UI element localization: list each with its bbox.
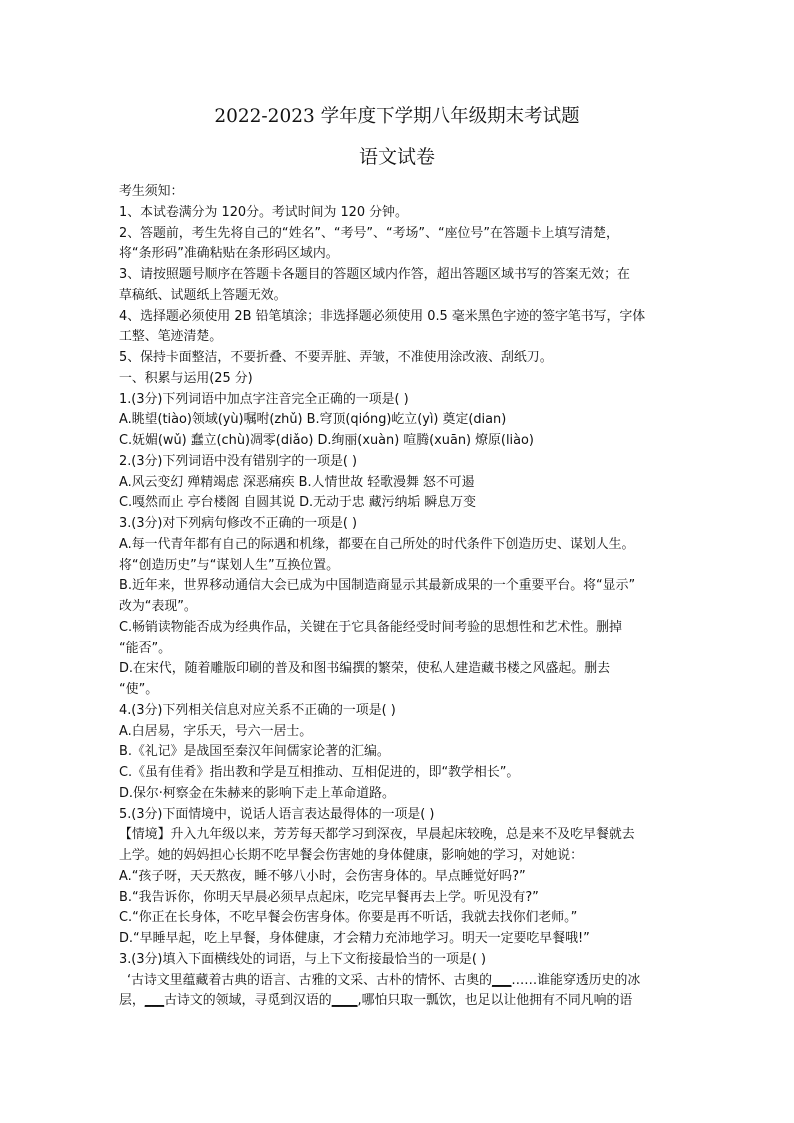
question-6-passage-line-1 [119,971,689,992]
passage-text: ……谁能穿透历史的冰 [511,972,641,988]
instruction-line: 4、选择题必须使用 2B 铅笔填涂；非选择题必须使用 0.5 毫米黑色字迹的签字笔书写，字体 [119,308,646,324]
instruction-line: 工整、笔迹清楚。 [119,329,223,345]
instruction-line: 草稿纸、试题纸上答题无效。 [119,287,287,303]
exam-title: 2022-2023 学年度下学期八年级期末考试题 [214,106,580,127]
question-5-option-a: A.“孩子呀，天天熬夜，睡不够八小时，会伤害身体的。早点睡觉好吗?” [119,868,526,884]
fill-blank: ___ [492,972,512,988]
instruction-line: 3、请按照题号顺序在答题卡各题目的答题区域内作答，超出答题区域书写的答案无效；在 [119,267,630,282]
question-4-stem: 4.(3分)下列相关信息对应关系不正确的一项是( ) [119,702,396,718]
question-2-option-ab: A.风云变幻 殚精竭虑 深恶痛疾 B.人情世故 轻歌漫舞 怒不可遏 [119,474,475,490]
question-5-option-b: B.“我告诉你，你明天早晨必须早点起床，吃完早餐再去上学。听见没有?” [119,889,539,905]
question-2-stem: 2.(3分)下列词语中没有错别字的一项是( ) [119,453,358,469]
instruction-line: 5、保持卡面整洁，不要折叠、不要弄脏、弄皱，不准使用涂改液、刮纸刀。 [119,350,553,365]
question-5-context: 【情境】升入九年级以来，芳芳每天都学习到深夜，早晨起床较晚，总是来不及吃早餐就去 [119,827,635,843]
question-6-passage-line-2 [119,991,689,1012]
passage-text: ‘古诗文里蕴藏着古典的语言、古雅的文采、古朴的情怀、古奥的 [127,972,493,988]
question-4-option-d: D.保尔·柯察金在朱赫来的影响下走上革命道路。 [119,785,395,801]
question-2-option-cd: C.嘎然而止 亭台楼阁 自圆其说 D.无动于忠 藏污纳垢 瞬息万变 [119,495,476,511]
question-3-stem: 3.(3分)对下列病句修改不正确的一项是( ) [119,516,358,531]
exam-body [119,182,689,1012]
question-3-option-a-cont: 将“创造历史”与“谋划人生”互换位置。 [119,557,340,573]
instruction-line: 将“条形码”准确粘贴在条形码区域内。 [119,246,339,262]
question-6-stem: 3.(3分)填入下面横线处的词语，与上下文衔接最恰当的一项是( ) [119,951,486,967]
question-5-stem: 5.(3分)下面情境中，说话人语言表达最得体的一项是( ) [119,806,435,822]
question-4-option-b: B.《礼记》是战国至秦汉年间儒家论著的汇编。 [119,744,390,760]
question-3-option-b-cont: 改为“表现”。 [119,599,197,614]
question-3-option-c-cont: “能否”。 [119,640,172,656]
question-5-context-cont: 上学。她的妈妈担心长期不吃早餐会伤害她的身体健康，影响她的学习，对她说： [119,848,584,863]
question-4-option-a: A.白居易，字乐天，号六一居士。 [119,723,313,739]
fill-blank: ____ [331,993,358,1009]
question-3-option-d: D.在宋代，随着雕版印刷的普及和图书编撰的繁荣，使私人建造藏书楼之风盛起。删去 [119,661,610,677]
instruction-line: 2、答题前，考生先将自己的“姓名”、“考号”、“考场”、“座位号”在答题卡上填写清楚， [119,225,619,241]
question-5-option-c: C.“你正在长身体，不吃早餐会伤害身体。你要是再不听话，我就去找你们老师。” [119,910,578,926]
exam-subtitle: 语文试卷 [358,146,435,168]
passage-text: ,哪怕只取一瓢饮，也足以让他拥有不同凡响的语 [357,993,633,1009]
fill-blank: ___ [144,993,165,1009]
question-1-option-cd: C.妩媚(wǔ) 蠢立(chù)凋零(diǎo) D.绚丽(xuàn) 喧腾(xuān) 燎原(liào) [119,433,534,448]
passage-text: 古诗文的领域，寻觅到汉语的 [164,993,332,1009]
question-3-option-c: C.畅销读物能否成为经典作品，关键在于它具备能经受时间考验的思想性和艺术性。删掉 [119,619,622,635]
question-1-stem: 1.(3分)下列词语中加点字注音完全正确的一项是( ) [119,391,409,407]
question-1-option-ab: A.眺望(tiào)领域(yù)嘱咐(zhǔ) B.穹顶(qióng)屹立(yì) 奠定(dian) [119,412,507,428]
question-4-option-c: C.《虽有佳肴》指出教和学是互相推动、互相促进的，即“教学相长”。 [119,765,520,780]
passage-text: 层， [119,993,145,1009]
question-3-option-a: A.每一代青年都有自己的际遇和机缘，都要在自己所处的时代条件下创造历史、谋划人生。 [119,536,635,552]
instructions-heading: 考生须知： [119,184,184,199]
question-5-option-d: D.“早睡早起，吃上早餐，身体健康，才会精力充沛地学习。明天一定要吃早餐哦!” [119,931,590,946]
question-3-option-b: B.近年来，世界移动通信大会已成为中国制造商显示其最新成果的一个重要平台。将“显示” [119,578,636,594]
instruction-line: 1、本试卷满分为 120分。考试时间为 120 分钟。 [119,204,408,220]
question-3-option-d-cont: “使”。 [119,682,159,697]
section-heading: 一、积累与运用(25 分) [119,370,253,386]
